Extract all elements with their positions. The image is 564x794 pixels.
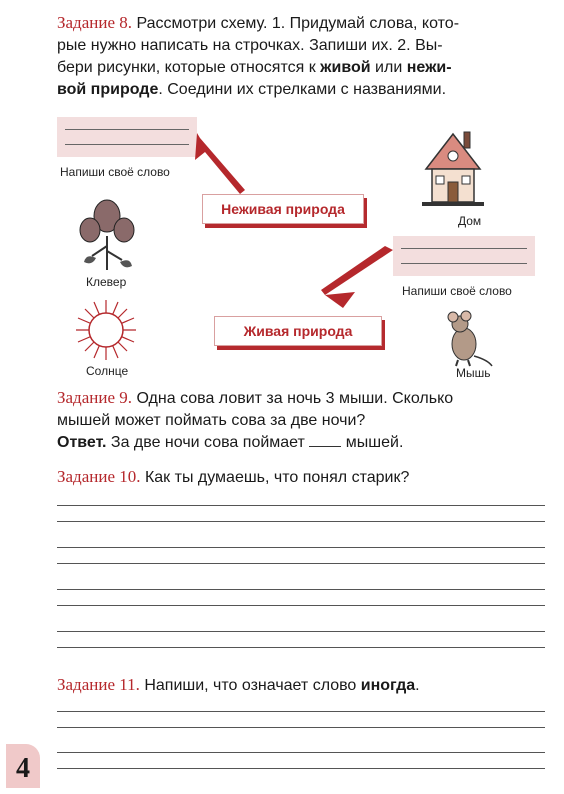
- task8-text: [57, 12, 557, 101]
- task8-line4: . Соедини их стрелками с названиями.: [158, 81, 447, 98]
- answer-label: Ответ.: [57, 434, 107, 451]
- sun-picture: [76, 300, 136, 360]
- task10-title: Задание 10.: [57, 467, 141, 486]
- clover-picture: [76, 196, 138, 270]
- task9-text: [57, 387, 557, 454]
- task11-title: Задание 11.: [57, 675, 140, 694]
- house-picture: [418, 124, 488, 212]
- task9-line1: Одна сова ловит за ночь 3 мыши. Сколько: [136, 390, 454, 407]
- mouse-caption: Мышь: [456, 366, 491, 380]
- page-number: 4: [6, 744, 40, 788]
- house-caption: Дом: [458, 214, 482, 228]
- task11-text: [57, 674, 557, 697]
- word-sometimes: иногда: [360, 677, 416, 694]
- clover-caption: Клевер: [86, 275, 127, 289]
- write-box-2[interactable]: [393, 236, 535, 276]
- answer-text: За две ночи сова поймает: [110, 434, 305, 451]
- arrow-line-right: [321, 246, 393, 295]
- task11-dot: .: [415, 677, 420, 694]
- task8-line2: рые нужно написать на строчках. Запиши их. 2. Вы-: [57, 37, 443, 54]
- task10-question: Как ты думаешь, что понял старик?: [144, 469, 410, 486]
- mouse-picture: [436, 310, 496, 368]
- task8-line3a: бери рисунки, которые относятся к: [57, 59, 316, 76]
- task11-question: Напиши, что означает слово: [144, 677, 357, 694]
- task9-line2: мышей может поймать сова за две ночи?: [57, 412, 366, 429]
- write-box-1[interactable]: [57, 117, 197, 157]
- nonliving-nature-box: Неживая природа: [202, 194, 364, 224]
- sun-caption: Солнце: [86, 364, 129, 378]
- write-word-caption-1: Напиши своё слово: [60, 165, 170, 179]
- task10-text: [57, 466, 557, 489]
- scheme-arrows: [195, 130, 395, 340]
- answer-blank[interactable]: [309, 446, 341, 447]
- word-nonlive-part1: нежи-: [406, 59, 452, 76]
- task8-line1: Рассмотри схему. 1. Придумай слова, кото-: [136, 15, 460, 32]
- answer-tail: мышей.: [345, 434, 404, 451]
- word-live: живой: [320, 59, 371, 76]
- task8-title: Задание 8.: [57, 13, 132, 32]
- task9-title: Задание 9.: [57, 388, 132, 407]
- word-nonlive-part2: вой природе: [57, 81, 159, 98]
- arrow-head-right: [325, 292, 355, 308]
- living-nature-box: Живая природа: [214, 316, 382, 346]
- task8-line3b: или: [375, 59, 403, 76]
- arrow-to-box1: [195, 133, 245, 194]
- write-word-caption-2: Напиши своё слово: [402, 284, 512, 298]
